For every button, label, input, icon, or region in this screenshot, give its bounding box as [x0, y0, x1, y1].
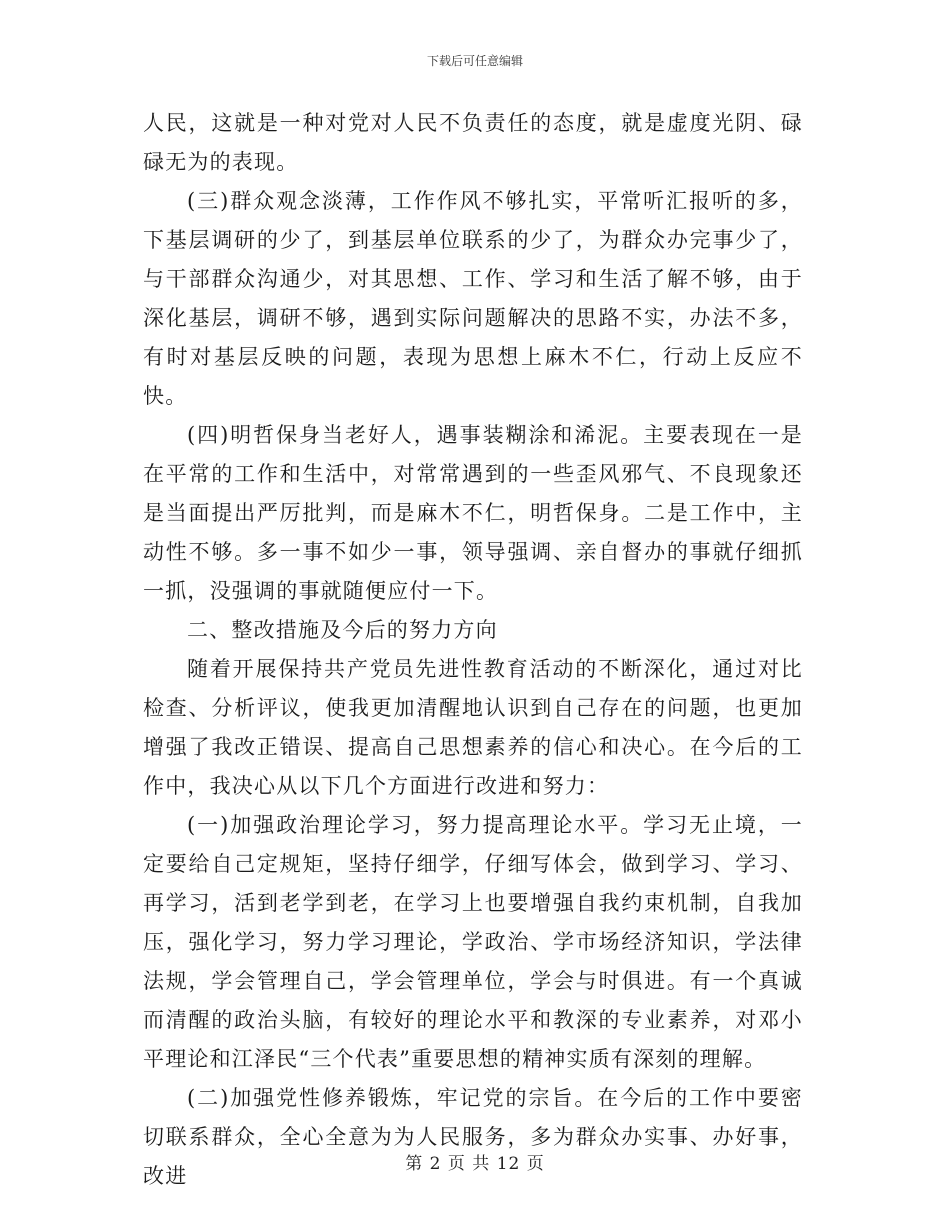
- paragraph-measure-2: (二)加强党性修养锻炼，牢记党的宗旨。在今后的工作中要密切联系群众，全心全意为为人民服务，多为群众办实事、办好事，改进: [143, 1086, 803, 1188]
- paragraph-intro: 随着开展保持共产党员先进性教育活动的不断深化，通过对比检查、分析评议，使我更加清醒地认识到自己存在的问题，也更加增强了我改正错误、提高自己思想素养的信心和决心。在今后的工作中，我决心从以下几个方面进行改进和努力：: [143, 657, 803, 798]
- paragraph-measure-1: (一)加强政治理论学习，努力提高理论水平。学习无止境，一定要给自己定规矩，坚持仔细学，仔细写体会，做到学习、学习、再学习，活到老学到老，在学习上也要增强自我约束机制，自我加压，强化学习，努力学习理论，学政治、学市场经济知识，学法律法规，学会管理自己，学会管理单位，学会与时俱进。有一个真诚而清醒的政治头脑，有较好的理论水平和教深的专业素养，对邓小平理论和江泽民“三个代表”重要思想的精神实质有深刻的理解。: [143, 813, 803, 1071]
- document-body: [143, 104, 803, 1196]
- section-heading: 二、整改措施及今后的努力方向: [187, 618, 498, 642]
- paragraph-continuation: 人民，这就是一种对党对人民不负责任的态度，就是虚度光阴、碌碌无为的表现。: [143, 111, 803, 174]
- paragraph-item-3: (三)群众观念淡薄，工作作风不够扎实，平常听汇报听的多，下基层调研的少了，到基层单位联系的少了，为群众办完事少了，与干部群众沟通少，对其思想、工作、学习和生活了解不够，由于深化基层，调研不够，遇到实际问题解决的思路不实，办法不多，有时对基层反映的问题，表现为思想上麻木不仁，行动上反应不快。: [143, 189, 803, 408]
- page-number: 第 2 页 共 12 页: [405, 1154, 545, 1174]
- paragraph-item-4: (四)明哲保身当老好人，遇事装糊涂和浠泥。主要表现在一是在平常的工作和生活中，对常常遇到的一些歪风邪气、不良现象还是当面提出严厉批判，而是麻木不仁，明哲保身。二是工作中，主动性不够。多一事不如少一事，领导强调、亲自督办的事就仔细抓一抓，没强调的事就随便应付一下。: [143, 423, 803, 603]
- page-header: 下载后可任意编辑: [426, 54, 523, 68]
